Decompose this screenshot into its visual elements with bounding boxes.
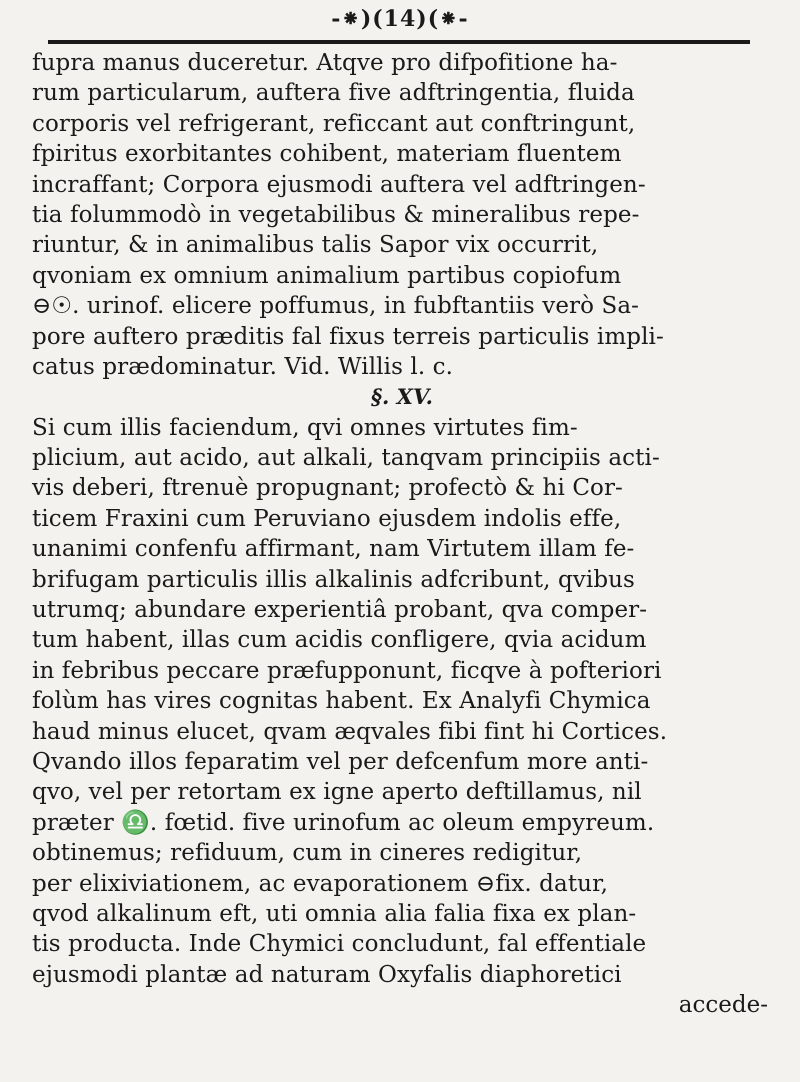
text-line-29: tis producta. Inde Chymici concludunt, fal effentiale [32,931,647,958]
text-line-3: corporis vel refrigerant, reficcant aut conftringunt, [32,110,636,137]
text-line-14: vis deberi, ftrenuè propugnant; profectò & hi Cor- [32,475,623,502]
page-header: -⁕)(14)(⁕- [331,6,469,32]
body-text [32,48,772,1021]
text-line-30: ejusmodi plantæ ad naturam Oxyfalis diaphoretici [32,961,622,988]
text-line-15: ticem Fraxini cum Peruviano ejusdem indolis effe, [32,505,622,532]
text-line-1: fupra manus duceretur. Atqve pro difpofitione ha- [32,50,618,76]
text-line-9: ⊖☉. urinof. elicere poffumus, in fubftantiis verò Sa- [32,293,640,320]
text-line-26: obtinemus; refiduum, cum in cineres redigitur, [32,840,583,867]
text-line-25: præter ♎. fœtid. five urinofum ac oleum empyreum. [32,809,655,836]
text-line-7: riuntur, & in animalibus talis Sapor vix occurrit, [32,232,599,259]
text-line-19: tum habent, illas cum acidis confligere, qvia acidum [32,627,647,654]
text-line-21: folùm has vires cognitas habent. Ex Analyfi Chymica [32,688,651,715]
text-line-12: Si cum illis faciendum, qvi omnes virtutes fim- [32,414,578,441]
text-line-11: catus prædominatur. Vid. Willis l. c. [32,353,454,380]
text-line-5: incraffant; Corpora ejusmodi auftera vel adftringen- [32,171,646,198]
text-line-23: Qvando illos feparatim vel per defcenfum more anti- [32,748,649,775]
text-line-24: qvo, vel per retortam ex igne aperto deftillamus, nil [32,779,642,806]
section-heading: §. XV. [371,384,433,410]
text-line-18: utrumq; abundare experientiâ probant, qva comper- [32,597,648,624]
text-line-22: haud minus elucet, qvam æqvales fibi fint hi Cortices. [32,718,668,745]
text-line-4: fpiritus exorbitantes cohibent, materiam fluentem [32,141,622,168]
catchword: accede- [678,992,768,1019]
text-line-6: tia folummodò in vegetabilibus & mineralibus repe- [32,201,640,228]
header-rule [48,40,750,44]
text-line-17: brifugam particulis illis alkalinis adfcribunt, qvibus [32,566,635,593]
text-line-16: unanimi confenfu affirmant, nam Virtutem illam fe- [32,536,635,563]
text-line-10: pore auftero præditis fal fixus terreis particulis impli- [32,323,664,350]
text-line-13: plicium, aut acido, aut alkali, tanqvam principiis acti- [32,445,660,472]
text-line-2: rum particularum, auftera five adftringentia, fluida [32,80,635,107]
text-line-28: qvod alkalinum eft, uti omnia alia falia fixa ex plan- [32,900,637,927]
text-line-27: per elixiviationem, ac evaporationem ⊖fix. datur, [32,870,609,897]
text-line-8: qvoniam ex omnium animalium partibus copiofum [32,262,622,289]
text-line-20: in febribus peccare præfupponunt, ficqve à pofteriori [32,657,662,684]
